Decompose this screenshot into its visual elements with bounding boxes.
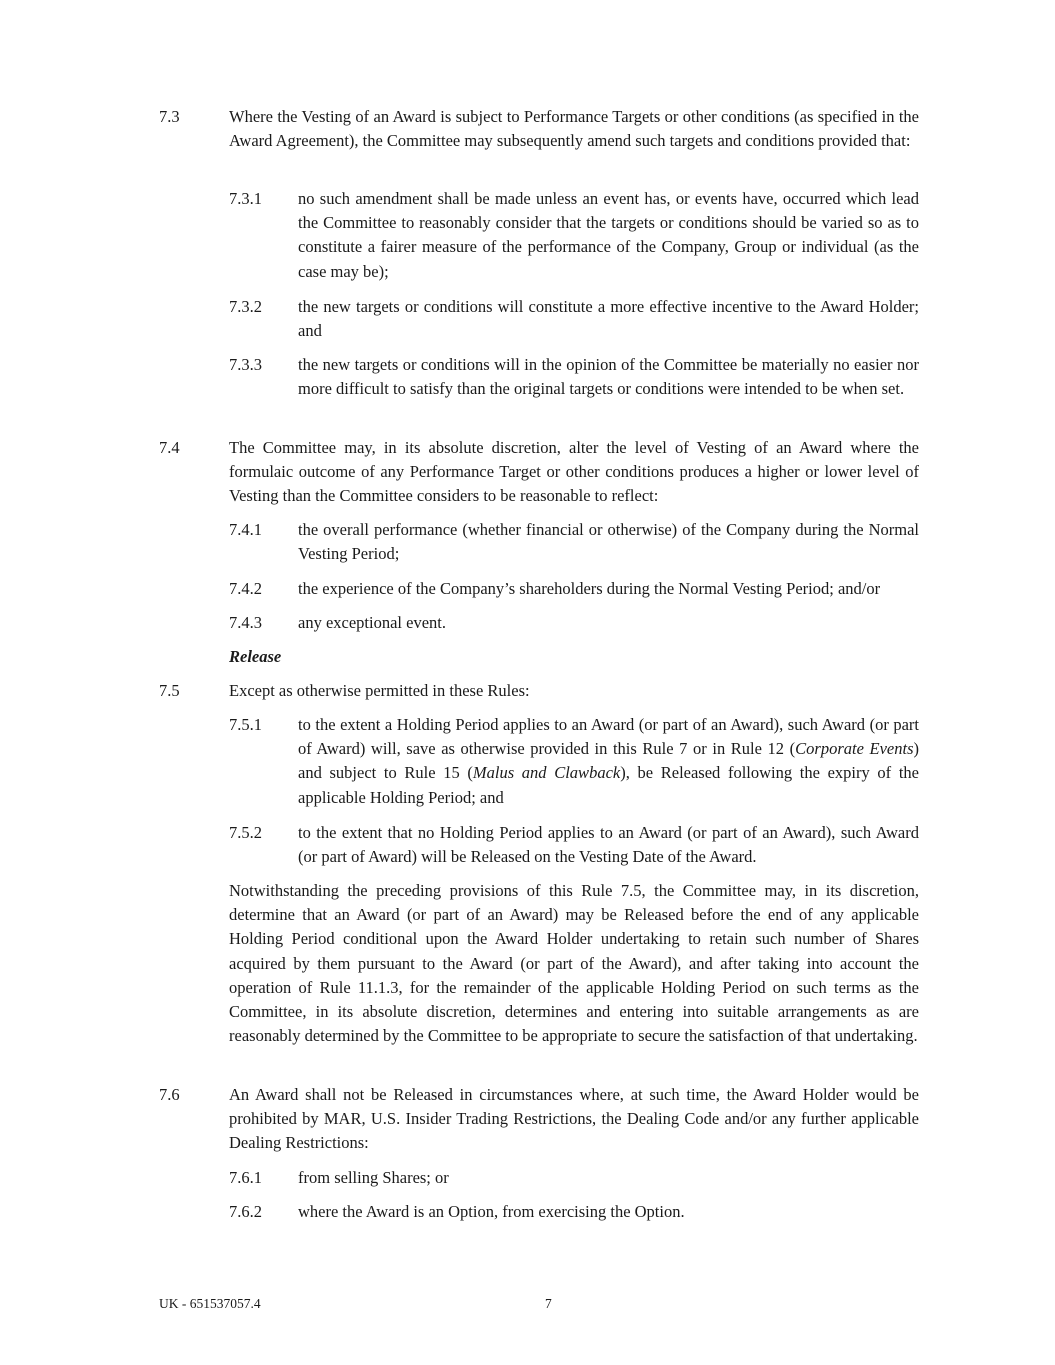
section-heading-release: Release xyxy=(229,647,282,666)
subclause-text: the experience of the Company’s shareholders during the Normal Vesting Period; and/or xyxy=(298,579,881,598)
text-segment: to the extent a Holding Period applies to an Award (or part of an Award), such Award (or part of Award) will, save as otherwise provided in this Rule 7 or in Rule 12 ( xyxy=(298,715,919,759)
subclause-7-5-2 xyxy=(229,821,919,869)
clause-text: Except as otherwise permitted in these Rules: xyxy=(229,681,530,700)
text-segment: ) and subject to Rule 15 ( xyxy=(298,739,919,783)
subclause-text: no such amendment shall be made unless an event has, or events have, occurred which lead the Committee to reasonably consider that the targets or conditions should be varied so as to constitute a fairer measure of the performance of the Company, Group or individual (as the case may be); xyxy=(298,189,919,281)
subclause-number: 7.6.1 xyxy=(229,1168,262,1187)
subclause-number: 7.5.2 xyxy=(229,823,262,842)
subclause-text: the new targets or conditions will constitute a more effective incentive to the Award Holder; and xyxy=(298,297,919,341)
subclause-text: from selling Shares; or xyxy=(298,1168,449,1187)
subclause-7-3-1 xyxy=(229,187,919,284)
clause-number: 7.6 xyxy=(159,1085,180,1104)
clause-7-6 xyxy=(159,1083,919,1156)
subclause-number: 7.5.1 xyxy=(229,715,262,734)
subclause-text: any exceptional event. xyxy=(298,613,446,632)
subclause-text xyxy=(298,713,919,810)
subclause-text: where the Award is an Option, from exercising the Option. xyxy=(298,1202,685,1221)
subclause-number: 7.3.1 xyxy=(229,189,262,208)
subclause-7-4-2 xyxy=(229,577,919,601)
subclause-7-3-3 xyxy=(229,353,919,401)
clause-text: Where the Vesting of an Award is subject to Performance Targets or other conditions (as specified in the Award Agreement), the Committee may subsequently amend such targets and conditions provided that: xyxy=(229,107,919,151)
subclause-number: 7.6.2 xyxy=(229,1202,262,1221)
clause-number: 7.4 xyxy=(159,438,180,457)
clause-7-5-note: Notwithstanding the preceding provisions of this Rule 7.5, the Committee may, in its discretion, determine that an Award (or part of an Award) may be Released before the end of any applicable Holding Period conditional upon the Award Holder undertaking to retain such number of Shares acquired by them pursuant to the Award (or part of the Award), and after taking into account the operation of Rule 11.1.3, for the remainder of the applicable Holding Period on such terms as the Committee, in its absolute discretion, determines and entering into suitable arrangements as are reasonably determined by the Committee to be appropriate to secure the satisfaction of that undertaking. xyxy=(229,881,919,1046)
subclause-text: the overall performance (whether financial or otherwise) of the Company during the Normal Vesting Period; xyxy=(298,520,919,564)
subclause-7-3-2 xyxy=(229,295,919,343)
text-segment: ), be Released following the expiry of the applicable Holding Period; and xyxy=(298,763,919,807)
subclause-number: 7.4.1 xyxy=(229,520,262,539)
clause-7-4 xyxy=(159,436,919,509)
subclause-text: the new targets or conditions will in the opinion of the Committee be materially no easier nor more difficult to satisfy than the original targets or conditions were intended to be when set. xyxy=(298,355,919,399)
subclause-7-5-1 xyxy=(229,713,919,810)
footer-document-reference: UK - 651537057.4 xyxy=(159,1296,261,1311)
subclause-7-4-1 xyxy=(229,518,919,566)
clause-7-3 xyxy=(159,105,919,153)
clause-number: 7.5 xyxy=(159,681,180,700)
subclause-7-6-1 xyxy=(229,1166,919,1190)
clause-text: The Committee may, in its absolute discretion, alter the level of Vesting of an Award where the formulaic outcome of any Performance Target or other conditions produces a higher or lower level of Vesting than the Committee considers to be reasonable to reflect: xyxy=(229,438,919,506)
rule-reference: Corporate Events xyxy=(795,739,914,759)
subclause-number: 7.4.2 xyxy=(229,579,262,598)
subclause-7-4-3 xyxy=(229,611,919,635)
subclause-7-6-2 xyxy=(229,1200,919,1224)
footer-page-number: 7 xyxy=(545,1296,552,1311)
subclause-text: to the extent that no Holding Period applies to an Award (or part of an Award), such Award (or part of Award) will be Released on the Vesting Date of the Award. xyxy=(298,823,919,867)
subclause-number: 7.4.3 xyxy=(229,613,262,632)
clause-7-5 xyxy=(159,679,919,703)
subclause-number: 7.3.2 xyxy=(229,297,262,316)
rule-reference: Malus and Clawback xyxy=(472,763,621,783)
clause-number: 7.3 xyxy=(159,107,180,126)
subclause-number: 7.3.3 xyxy=(229,355,262,374)
clause-text: An Award shall not be Released in circumstances where, at such time, the Award Holder would be prohibited by MAR, U.S. Insider Trading Restrictions, the Dealing Code and/or any further applicable Dealing Restrictions: xyxy=(229,1085,919,1153)
